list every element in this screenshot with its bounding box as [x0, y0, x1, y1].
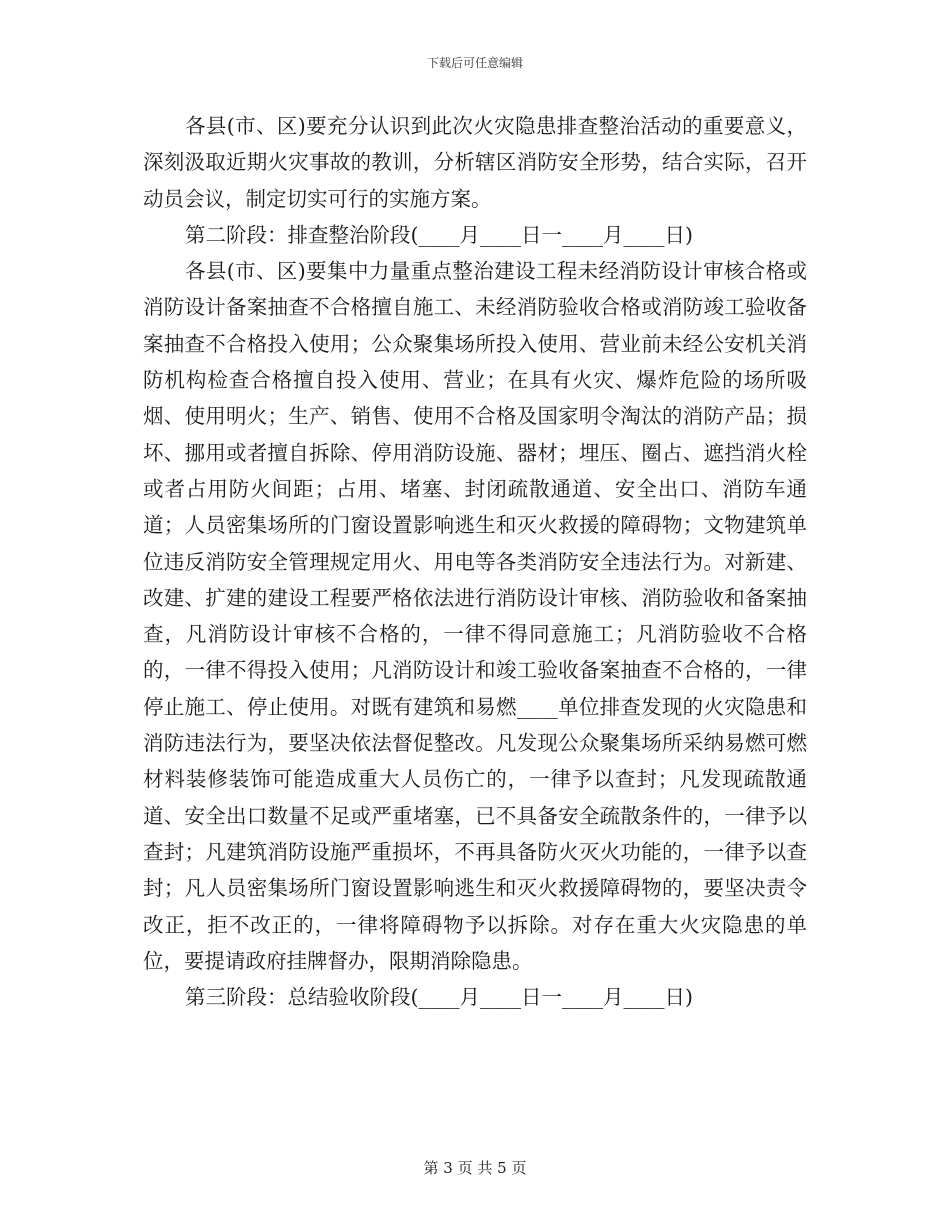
stage-three-heading: 第三阶段：总结验收阶段(____月____日一____月____日): [185, 985, 693, 1010]
paragraph-rectification: 各县(市、区)要集中力量重点整治建设工程未经消防设计审核合格或消防设计备案抽查不合格擅自施工、未经消防验收合格或消防竣工验收备案抽查不合格投入使用；公众聚集场所投入使用、营业前未经公安机关消防机构检查合格擅自投入使用、营业；在具有火灾、爆炸危险的场所吸烟、使用明火；生产、销售、使用不合格及国家明令淘汰的消防产品；损坏、挪用或者擅自拆除、停用消防设施、器材；埋压、圈占、遮挡消火栓或者占用防火间距；占用、堵塞、封闭疏散通道、安全出口、消防车通道；人员密集场所的门窗设置影响逃生和灭火救援的障碍物；文物建筑单位违反消防安全管理规定用火、用电等各类消防安全违法行为。对新建、改建、扩建的建设工程要严格依法进行消防设计审核、消防验收和备案抽查，凡消防设计审核不合格的，一律不得同意施工；凡消防验收不合格的，一律不得投入使用；凡消防设计和竣工验收备案抽查不合格的，一律停止施工、停止使用。对既有建筑和易燃____单位排查发现的火灾隐患和消防违法行为，要坚决依法督促整改。凡发现公众聚集场所采纳易燃可燃材料装修装饰可能造成重大人员伤亡的，一律予以查封；凡发现疏散通道、安全出口数量不足或严重堵塞，已不具备安全疏散条件的，一律予以查封；凡建筑消防设施严重损坏，不再具备防火灭火功能的，一律予以查封；凡人员密集场所门窗设置影响逃生和灭火救援障碍物的，要坚决责令改正，拒不改正的，一律将障碍物予以拆除。对存在重大火灾隐患的单位，要提请政府挂牌督办，限期消除隐患。: [143, 259, 807, 973]
stage-two-heading: 第二阶段：排查整治阶段(____月____日一____月____日): [185, 222, 693, 247]
page-footer: 第 3 页 共 5 页: [423, 1159, 527, 1177]
paragraph-mobilization: 各县(市、区)要充分认识到此次火灾隐患排查整治活动的重要意义，深刻汲取近期火灾事故的教训，分析辖区消防安全形势，结合实际，召开动员会议，制定切实可行的实施方案。: [143, 114, 807, 211]
document-body: [143, 108, 807, 1015]
page-header: 下载后可任意编辑: [426, 56, 523, 70]
